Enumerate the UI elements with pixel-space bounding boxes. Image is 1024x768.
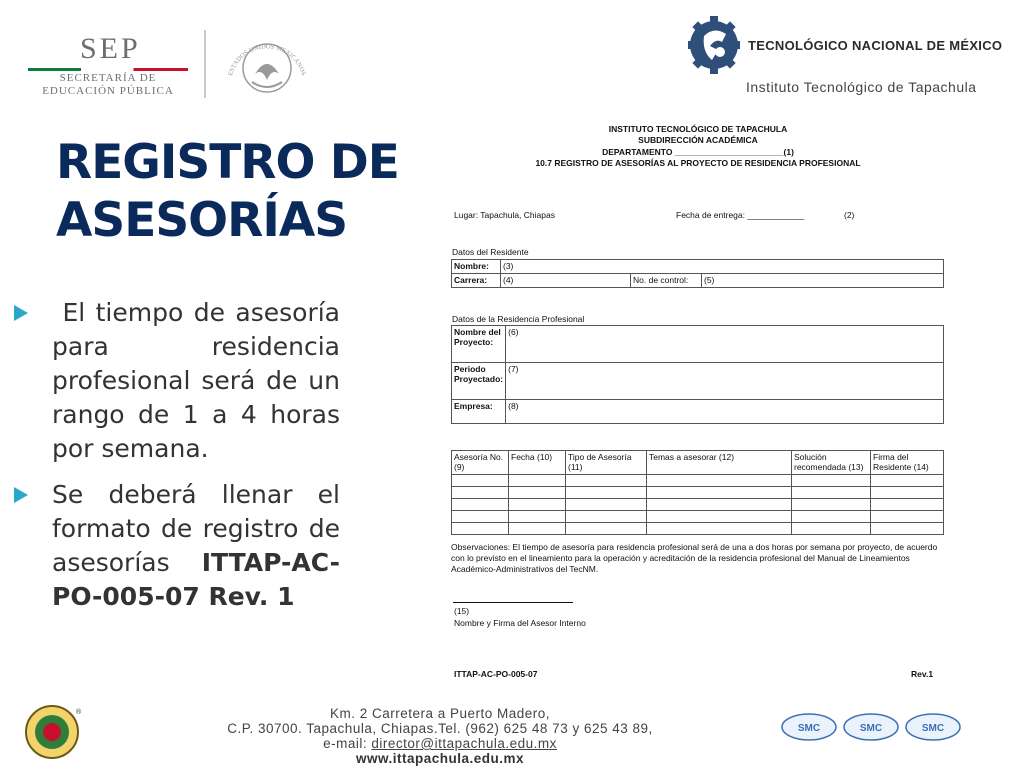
ittapachula-logo-icon [22, 702, 86, 762]
table-row [452, 523, 944, 535]
smc-cert-icon-3 [904, 712, 962, 742]
form-header-3: DEPARTAMENTO _______________________(1) [602, 147, 794, 157]
footer-address [200, 706, 680, 766]
form-fecha-entrega: Fecha de entrega: ____________ [676, 210, 805, 220]
sep-line1: SECRETARÍA DE [59, 72, 157, 84]
institute-name: Instituto Tecnológico de Tapachula [746, 79, 977, 95]
bullet2-code: ITTAP-AC-PO-005-07 Rev. 1 [52, 548, 340, 611]
proyecto-label: Nombre del Proyecto: [452, 326, 506, 363]
table-row [452, 499, 944, 511]
periodo-num: (7) [506, 363, 944, 400]
svg-text:®: ® [76, 709, 82, 716]
form-rev: Rev.1 [911, 669, 934, 679]
col-solucion: Solución recomendada (13) [792, 451, 871, 475]
title-line1: REGISTRO DE [56, 135, 399, 190]
col-firma: Firma del Residente (14) [871, 451, 944, 475]
control-num: (5) [702, 274, 944, 288]
slide-title [56, 134, 399, 250]
smc-label-2: SMC [859, 723, 883, 734]
form-datos-residencia: Datos de la Residencia Profesional [452, 314, 585, 324]
sep-flag-line [28, 68, 188, 71]
asesorias-table [451, 450, 944, 535]
col-fecha: Fecha (10) [509, 451, 566, 475]
advisory-form [448, 118, 948, 688]
firma-label: Nombre y Firma del Asesor Interno [454, 618, 586, 628]
sep-line2: EDUCACIÓN PÚBLICA [42, 85, 174, 97]
col-asesoria: Asesoría No. (9) [452, 451, 509, 475]
email-label: e-mail: [323, 736, 372, 751]
smc-label-1: SMC [797, 723, 821, 734]
col-temas: Temas a asesorar (12) [647, 451, 792, 475]
table-row [452, 475, 944, 487]
header-divider [204, 30, 206, 98]
form-observaciones: Observaciones: El tiempo de asesoría para residencia profesional será de una a dos horas por semana por proyecto, de acuerdo con lo previsto en el lineamiento para la operación y acreditación de la residencia profesional del Manual de Lineamientos Académico-Administrativos del TecNM. [451, 542, 938, 574]
firma-num: (15) [454, 606, 470, 616]
address-line3 [200, 736, 680, 751]
smc-label-3: SMC [921, 723, 945, 734]
smc-cert-icon-1 [780, 712, 838, 742]
col-tipo: Tipo de Asesoría (11) [566, 451, 647, 475]
nombre-label: Nombre: [452, 260, 501, 274]
bullet-triangle-icon [14, 487, 28, 503]
control-label: No. de control: [631, 274, 702, 288]
residencia-table [451, 325, 944, 424]
empresa-label: Empresa: [452, 400, 506, 424]
sep-logo [28, 30, 188, 100]
bullet2-text: Se deberá llenar el formato de registro de asesorías [52, 480, 340, 577]
carrera-label: Carrera: [452, 274, 501, 288]
form-header-2: SUBDIRECCIÓN ACADÉMICA [638, 135, 758, 145]
email-link[interactable]: director@ittapachula.edu.mx [371, 736, 557, 751]
bullet-list [14, 296, 348, 626]
seal-text: ESTADOS UNIDOS MEXICANOS [227, 43, 307, 77]
tecnm-emblem-icon [688, 16, 740, 74]
form-datos-residente: Datos del Residente [452, 247, 529, 257]
tecnm-name: TECNOLÓGICO NACIONAL DE MÉXICO [748, 38, 1003, 53]
national-seal-icon [222, 24, 312, 100]
proyecto-num: (6) [506, 326, 944, 363]
form-fecha-num: (2) [844, 210, 855, 220]
sep-abbr: SEP [80, 32, 141, 65]
address-line2: C.P. 30700. Tapachula, Chiapas.Tel. (962) 625 48 73 y 625 43 89, [227, 721, 653, 736]
smc-cert-icon-2 [842, 712, 900, 742]
address-line1: Km. 2 Carretera a Puerto Madero, [329, 706, 551, 721]
firma-line [453, 602, 573, 603]
periodo-label: Periodo Proyectado: [452, 363, 506, 400]
bullet1-text: El tiempo de asesoría para residencia profesional será de un rango de 1 a 4 horas por semana. [52, 298, 348, 463]
title-line2: ASESORÍAS [56, 193, 348, 248]
form-lugar: Lugar: Tapachula, Chiapas [454, 210, 555, 220]
bullet-item-1 [14, 296, 348, 466]
table-row [452, 511, 944, 523]
bullet-triangle-icon [14, 305, 28, 321]
table-row [452, 487, 944, 499]
empresa-num: (8) [506, 400, 944, 424]
form-header-1: INSTITUTO TECNOLÓGICO DE TAPACHULA [608, 124, 788, 134]
form-code: ITTAP-AC-PO-005-07 [454, 669, 538, 679]
website-link[interactable]: www.ittapachula.edu.mx [355, 751, 525, 766]
residente-table [451, 259, 944, 288]
nombre-num: (3) [501, 260, 944, 274]
carrera-num: (4) [501, 274, 631, 288]
bullet-item-2 [14, 478, 340, 614]
form-header-4: 10.7 REGISTRO DE ASESORÍAS AL PROYECTO DE RESIDENCIA PROFESIONAL [535, 158, 861, 168]
